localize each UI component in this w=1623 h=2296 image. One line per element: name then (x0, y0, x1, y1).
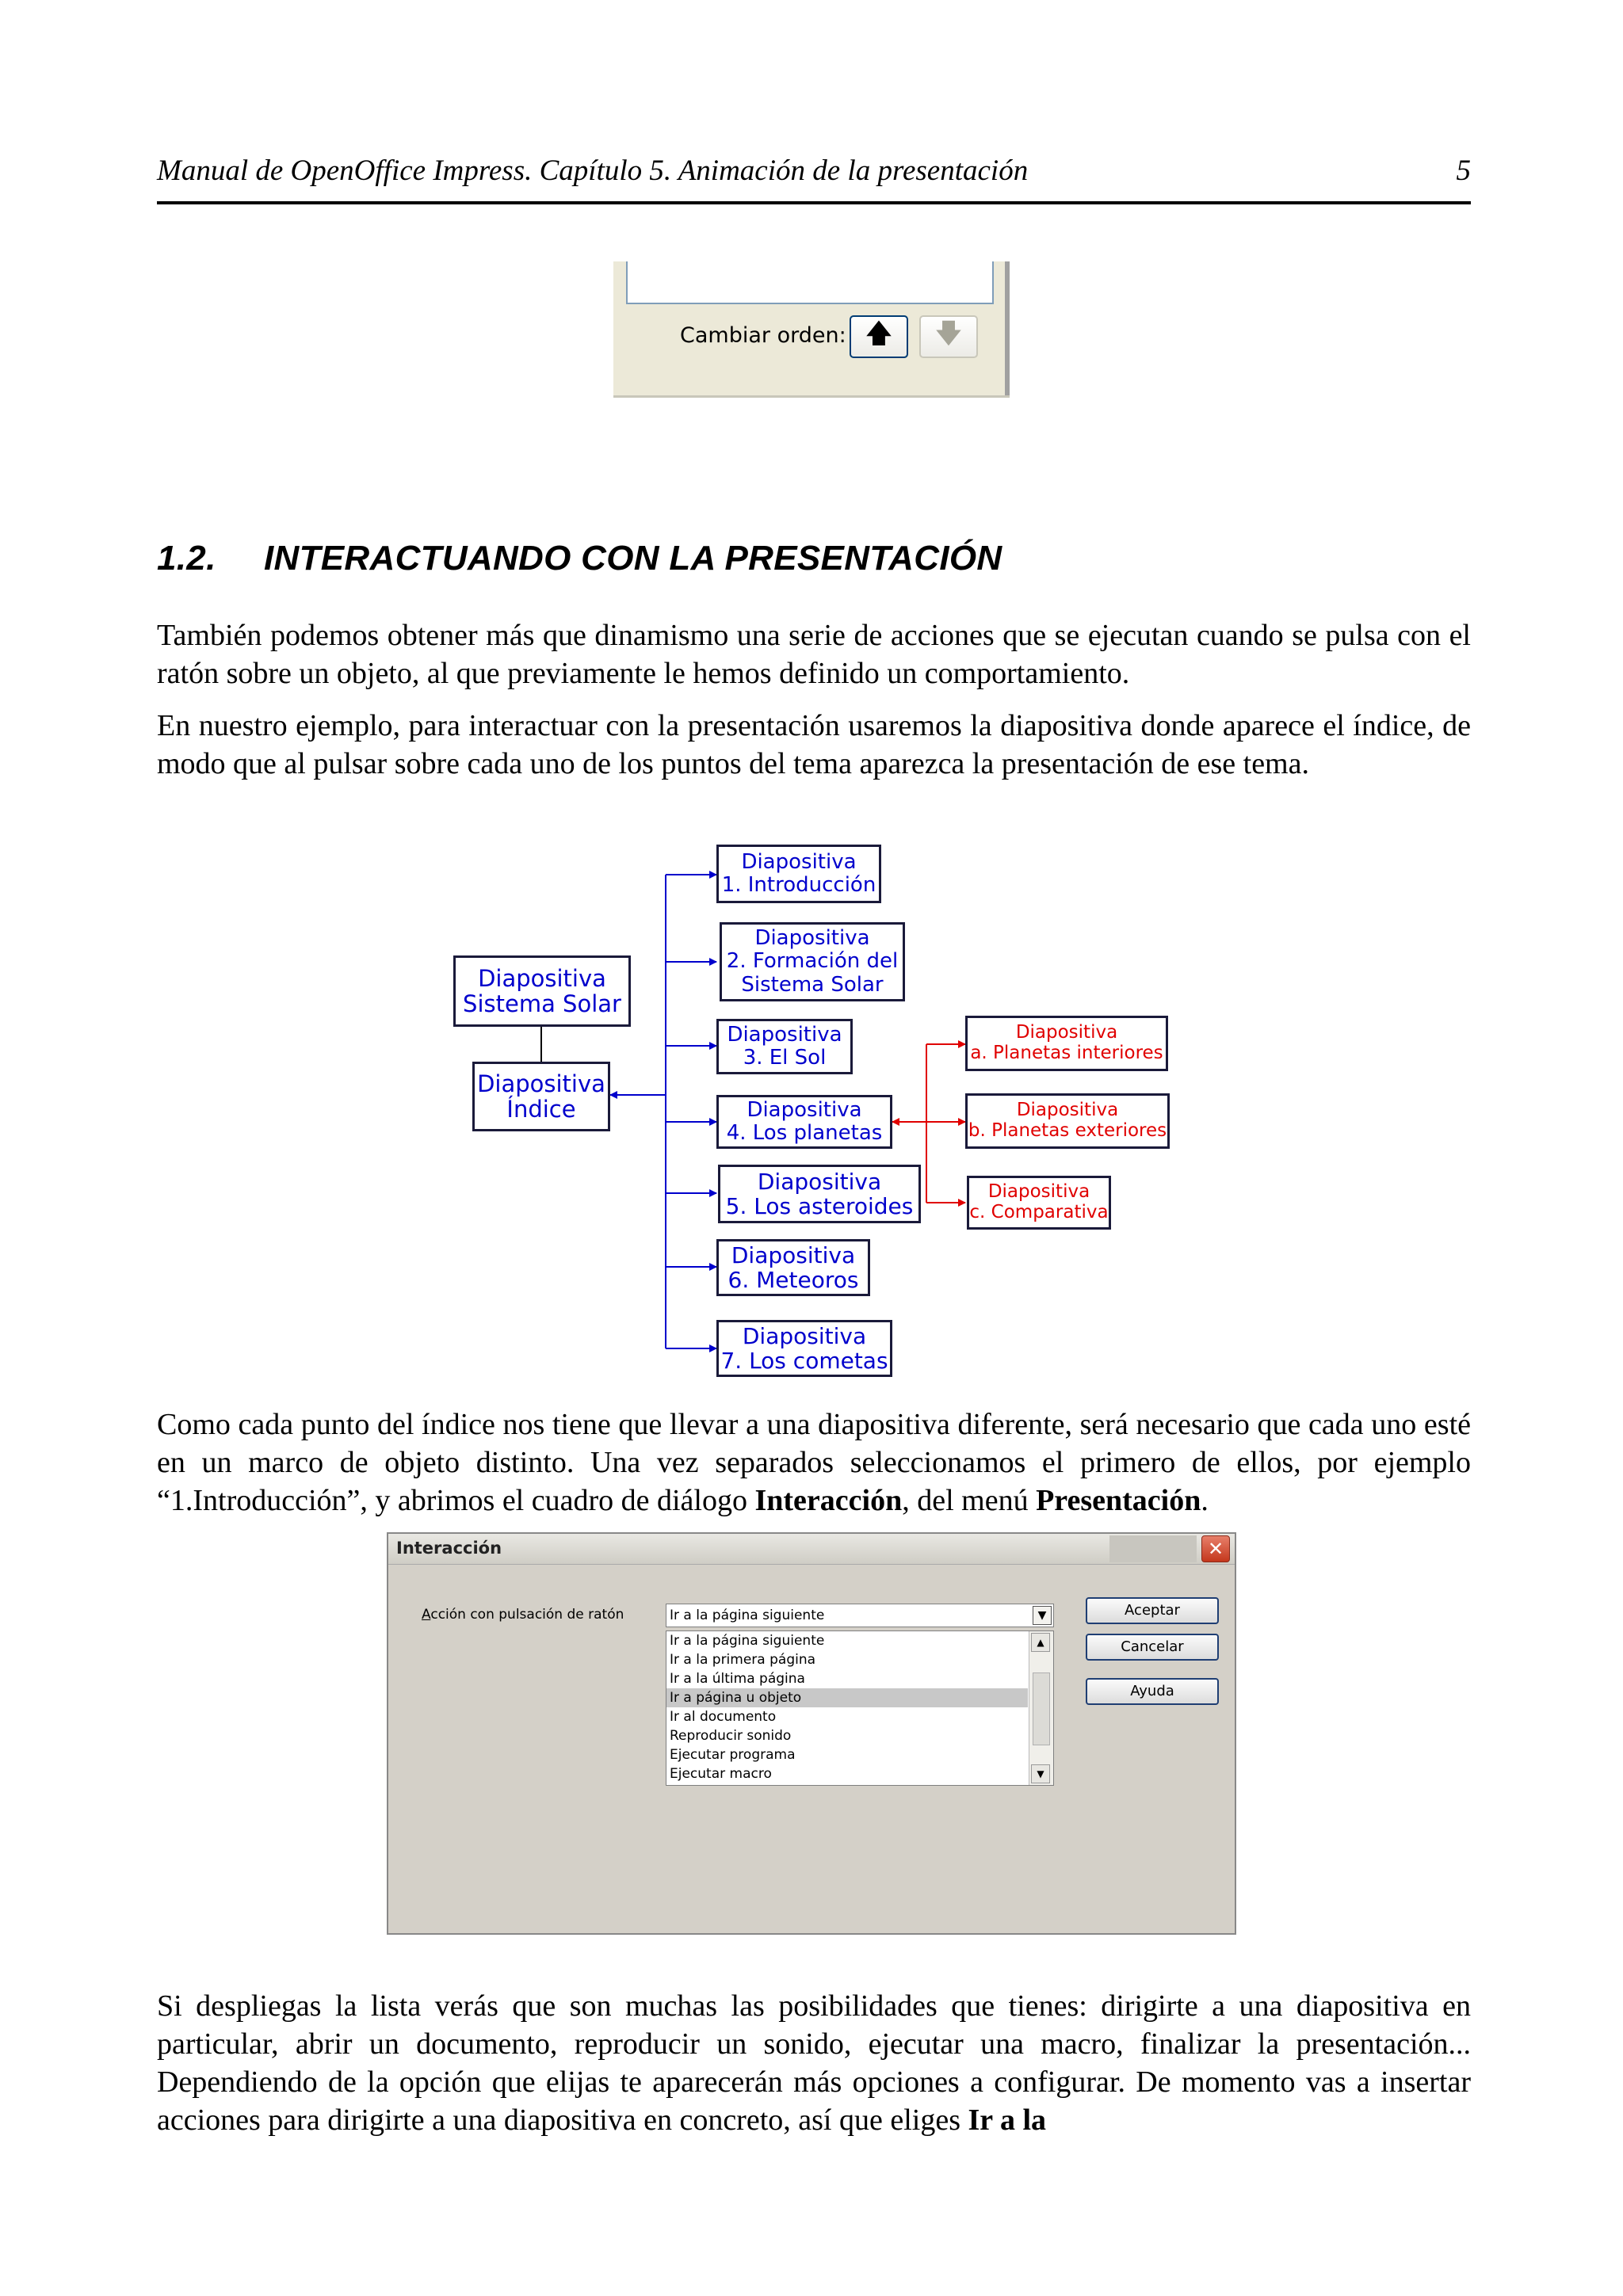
list-item[interactable]: Ir a la primera página (670, 1652, 816, 1668)
section-title: INTERACTUANDO CON LA PRESENTACIÓN (264, 539, 1002, 578)
child-line: Diapositiva (742, 1322, 867, 1349)
child-line: 7. Los cometas (720, 1348, 888, 1374)
section-heading (157, 539, 1002, 578)
list-item[interactable]: Ir al documento (670, 1709, 777, 1725)
effects-list-frame (626, 261, 994, 304)
paragraph-3-text: . (1201, 1484, 1209, 1517)
subchild-line: Diapositiva (1015, 1022, 1118, 1043)
subchild-line: c. Comparativa (969, 1202, 1109, 1222)
close-icon: ✕ (1207, 1538, 1224, 1560)
child-line: Diapositiva (754, 926, 870, 951)
cancel-button[interactable]: Cancelar (1086, 1634, 1219, 1661)
list-item[interactable]: Ejecutar macro (670, 1766, 772, 1782)
scroll-down-icon[interactable]: ▼ (1031, 1764, 1050, 1783)
list-item[interactable]: Ir a página u objeto (666, 1688, 1028, 1707)
child-line: 5. Los asteroides (725, 1193, 914, 1219)
section-number: 1.2. (157, 539, 216, 578)
paragraph-4-text: Si despliegas la lista verás que son muchas las posibilidades que tienes: dirigirte a una diapositiva en particular, abrir un documento, reproducir un sonido, ejecutar una macro, finalizar la presentación... Dependiendo de la opción que elijas te aparecerán más opciones a configurar. De momento vas a insertar acciones para dirigirte a una diapositiva en concreto, así que eliges (157, 1989, 1471, 2137)
index-slide-box (472, 1062, 610, 1131)
ok-button[interactable]: Aceptar (1086, 1597, 1219, 1624)
presentation-structure-diagram (444, 838, 1205, 1385)
subchild-slide-box (967, 1176, 1111, 1230)
action-label-text: cción con pulsación de ratón (430, 1607, 624, 1623)
titlebar-patch (1109, 1535, 1197, 1562)
move-up-button[interactable] (850, 315, 908, 358)
subchild-line: b. Planetas exteriores (968, 1120, 1167, 1141)
scroll-thumb[interactable] (1033, 1672, 1050, 1745)
child-line: Diapositiva (757, 1168, 882, 1195)
paragraph-2: En nuestro ejemplo, para interactuar con la presentación usaremos la diapositiva donde aparece el índice, de modo que al pulsar sobre cada uno de los puntos del tema aparezca la presentación de ese tema. (157, 709, 1471, 780)
header-title: Manual de OpenOffice Impress. Capítulo 5. Animación de la presentación (157, 154, 1029, 187)
child-line: 4. Los planetas (726, 1121, 883, 1145)
list-item[interactable]: Ejecutar programa (670, 1747, 796, 1763)
child-slide-box (716, 1239, 870, 1296)
help-button[interactable]: Ayuda (1086, 1678, 1219, 1705)
action-list[interactable] (666, 1630, 1054, 1786)
child-line: Diapositiva (741, 849, 857, 874)
list-item[interactable]: Ir a la última página (670, 1671, 805, 1687)
change-order-screenshot (613, 261, 1010, 398)
child-line: 1. Introducción (721, 873, 876, 897)
interaction-dialog (387, 1532, 1236, 1935)
arrow-down-icon: 🡇 (934, 317, 963, 349)
list-item[interactable]: Reproducir sonido (670, 1728, 792, 1744)
arrow-up-icon: 🡅 (865, 317, 893, 349)
page-number: 5 (1456, 154, 1471, 187)
move-down-button[interactable] (919, 315, 978, 358)
interaction-term: Interacción (754, 1484, 903, 1517)
goto-term: Ir a la (968, 2103, 1047, 2137)
subchild-slide-box (965, 1016, 1168, 1071)
list-scrollbar[interactable] (1029, 1631, 1053, 1785)
window-edge (1005, 261, 1010, 398)
action-label-accesskey: A (422, 1607, 431, 1623)
paragraph-3-text: , del menú (902, 1484, 1037, 1517)
paragraph-4 (157, 1987, 1471, 2139)
child-line: 3. El Sol (743, 1046, 827, 1070)
child-line: Sistema Solar (741, 972, 884, 997)
child-slide-box (716, 1019, 853, 1074)
action-label (422, 1607, 624, 1623)
action-combo[interactable] (666, 1604, 1054, 1627)
child-slide-box (720, 922, 905, 1001)
child-line: 2. Formación del (726, 949, 899, 974)
change-order-label: Cambiar orden: (680, 323, 846, 348)
subchild-line: a. Planetas interiores (970, 1043, 1163, 1063)
paragraph-3-text: Como cada punto del índice nos tiene que llevar a una diapositiva diferente, será necesario que cada uno esté en un marco de objeto distinto. Una vez separados seleccionamos el primero de ellos, por ejemplo “1.Introducción”, y abrimos el cuadro de diálogo (157, 1408, 1471, 1517)
child-line: 6. Meteoros (727, 1267, 859, 1293)
combo-value: Ir a la página siguiente (670, 1608, 825, 1623)
index-line-1: Diapositiva (477, 1070, 605, 1097)
close-button[interactable] (1201, 1535, 1230, 1562)
child-line: Diapositiva (731, 1241, 856, 1268)
action-list-items (666, 1631, 1028, 1783)
dialog-titlebar[interactable] (388, 1534, 1235, 1565)
child-slide-box (716, 1095, 892, 1149)
dialog-title: Interacción (396, 1539, 502, 1558)
scroll-up-icon[interactable]: ▲ (1031, 1633, 1050, 1652)
paragraph-3 (157, 1405, 1471, 1520)
subchild-line: Diapositiva (987, 1181, 1090, 1203)
presentation-term: Presentación (1036, 1484, 1201, 1517)
child-slide-box (718, 1165, 921, 1223)
root-line-2: Sistema Solar (463, 990, 621, 1017)
child-slide-box (716, 1320, 892, 1377)
paragraph-1: También podemos obtener más que dinamismo una serie de acciones que se ejecutan cuando se pulsa con el ratón sobre un objeto, al que previamente le hemos definido un comportamiento. (157, 619, 1471, 690)
page-header (157, 154, 1471, 204)
list-item[interactable]: Ir a la página siguiente (670, 1633, 825, 1649)
index-line-2: Índice (506, 1096, 576, 1123)
subchild-slide-box (965, 1093, 1170, 1149)
root-slide-box (453, 955, 631, 1027)
chevron-down-icon[interactable]: ▼ (1033, 1606, 1052, 1625)
root-line-1: Diapositiva (478, 964, 606, 992)
child-line: Diapositiva (727, 1022, 842, 1047)
subchild-line: Diapositiva (1016, 1100, 1119, 1121)
child-line: Diapositiva (747, 1097, 862, 1122)
child-slide-box (716, 845, 881, 903)
divider (613, 395, 1010, 398)
